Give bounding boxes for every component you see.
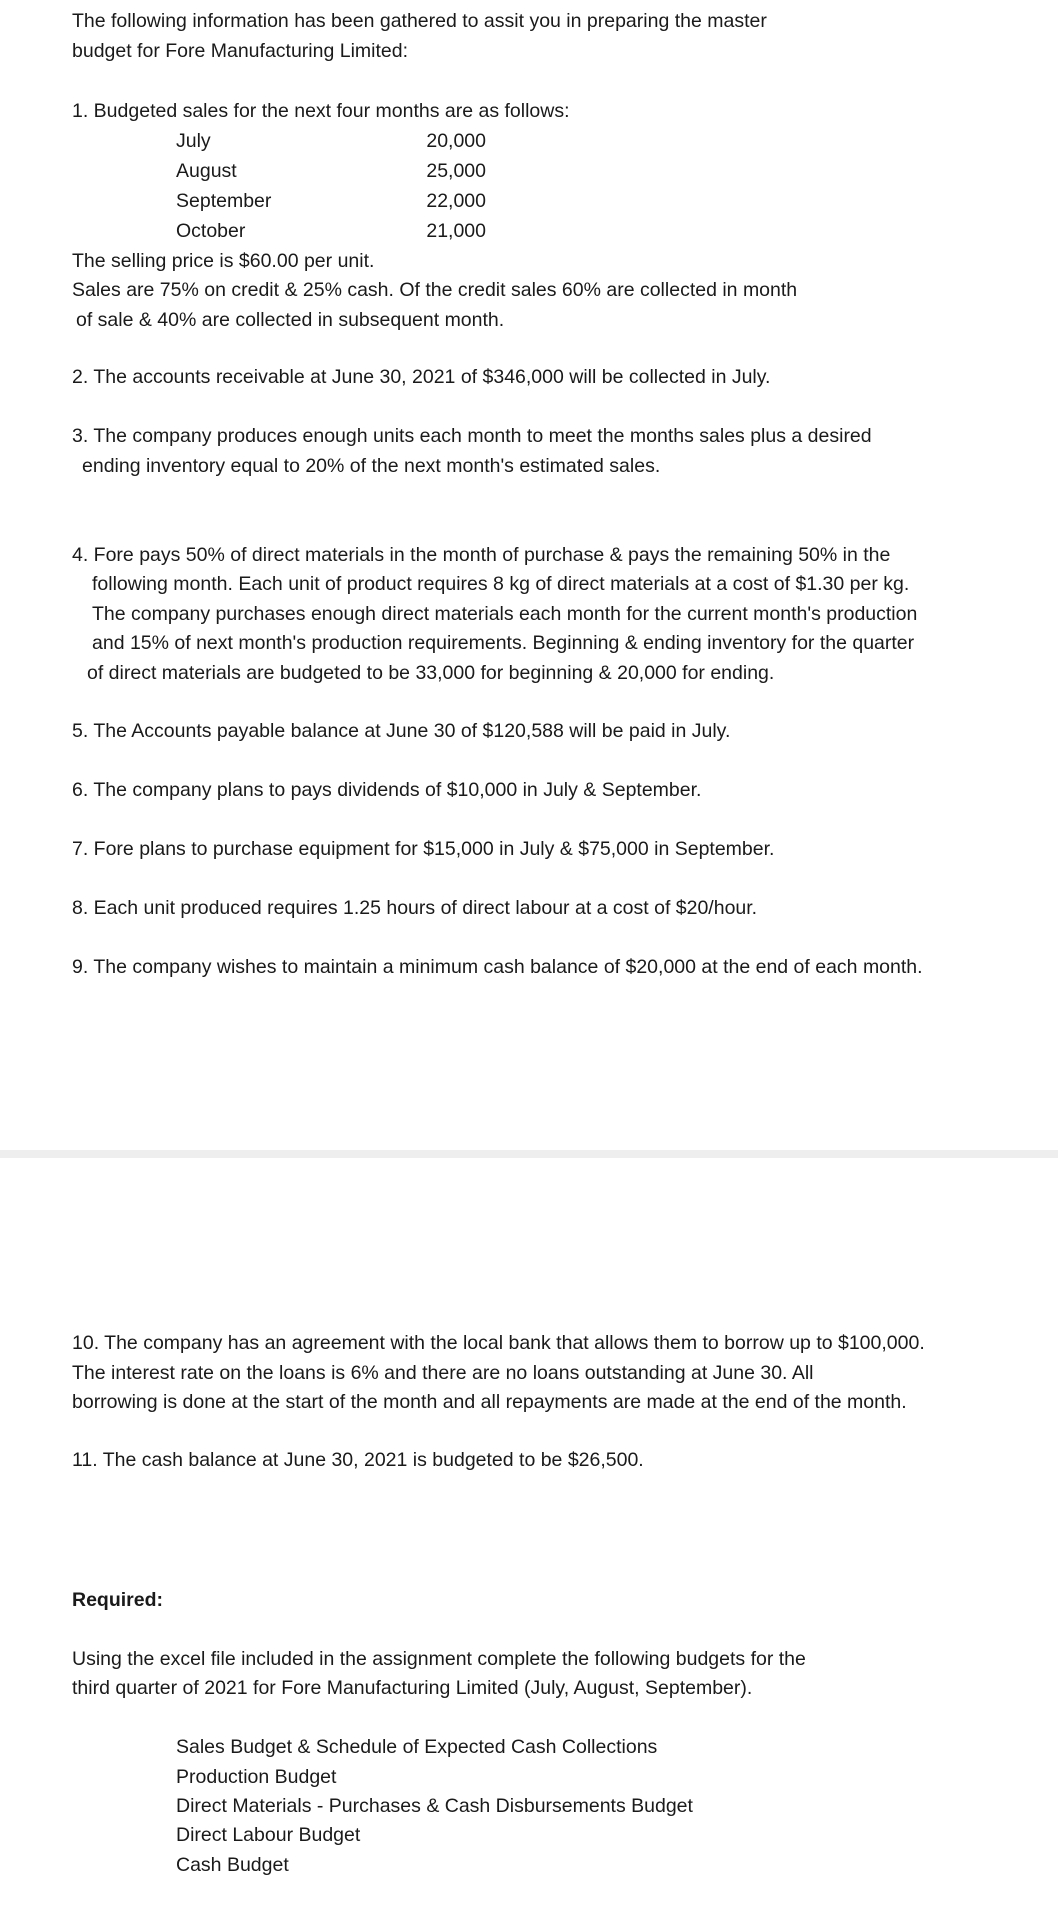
budget-item-direct-labour: Direct Labour Budget bbox=[176, 1824, 361, 1846]
intro-line-1: The following information has been gathered to assit you in preparing the master bbox=[72, 10, 767, 32]
item-5: 5. The Accounts payable balance at June 30 of $120,588 will be paid in July. bbox=[72, 720, 731, 742]
budget-item-sales: Sales Budget & Schedule of Expected Cash Collections bbox=[176, 1736, 658, 1758]
budget-item-cash: Cash Budget bbox=[176, 1854, 289, 1876]
item-4-line-5: of direct materials are budgeted to be 33,000 for beginning & 20,000 for ending. bbox=[87, 662, 775, 684]
sales-terms-line-2: of sale & 40% are collected in subsequent month. bbox=[76, 309, 505, 331]
sales-units: 22,000 bbox=[426, 190, 486, 212]
sales-units: 25,000 bbox=[426, 160, 486, 182]
document-page-2 bbox=[0, 1158, 1058, 1920]
item-9: 9. The company wishes to maintain a minimum cash balance of $20,000 at the end of each month. bbox=[72, 956, 923, 978]
budget-item-production: Production Budget bbox=[176, 1766, 337, 1788]
item-10-line-2: The interest rate on the loans is 6% and there are no loans outstanding at June 30. All bbox=[72, 1362, 814, 1384]
sales-terms-line-1: Sales are 75% on credit & 25% cash. Of the credit sales 60% are collected in month bbox=[72, 279, 798, 301]
sales-row-august bbox=[176, 156, 486, 186]
item-1-heading: 1. Budgeted sales for the next four months are as follows: bbox=[72, 100, 570, 122]
item-4-line-4: and 15% of next month's production requirements. Beginning & ending inventory for the quarter bbox=[92, 632, 915, 654]
item-10-line-1: 10. The company has an agreement with the local bank that allows them to borrow up to $100,000. bbox=[72, 1332, 925, 1354]
item-6: 6. The company plans to pays dividends of $10,000 in July & September. bbox=[72, 779, 702, 801]
page-separator bbox=[0, 1150, 1058, 1158]
item-3-line-1: 3. The company produces enough units each month to meet the months sales plus a desired bbox=[72, 425, 872, 447]
sales-row-october bbox=[176, 216, 486, 246]
item-8: 8. Each unit produced requires 1.25 hours of direct labour at a cost of $20/hour. bbox=[72, 897, 758, 919]
item-10-line-3: borrowing is done at the start of the month and all repayments are made at the end of the month. bbox=[72, 1391, 907, 1413]
budget-item-direct-materials: Direct Materials - Purchases & Cash Disbursements Budget bbox=[176, 1795, 693, 1817]
sales-month: July bbox=[176, 130, 211, 152]
item-7: 7. Fore plans to purchase equipment for $15,000 in July & $75,000 in September. bbox=[72, 838, 775, 860]
item-2: 2. The accounts receivable at June 30, 2021 of $346,000 will be collected in July. bbox=[72, 366, 771, 388]
required-line-2: third quarter of 2021 for Fore Manufacturing Limited (July, August, September). bbox=[72, 1677, 753, 1699]
item-3-line-2: ending inventory equal to 20% of the next month's estimated sales. bbox=[82, 455, 661, 477]
intro-line-2: budget for Fore Manufacturing Limited: bbox=[72, 40, 409, 62]
selling-price-line: The selling price is $60.00 per unit. bbox=[72, 250, 375, 272]
sales-units: 20,000 bbox=[426, 130, 486, 152]
sales-row-september bbox=[176, 186, 486, 216]
sales-row-july bbox=[176, 126, 486, 156]
sales-month: September bbox=[176, 190, 272, 212]
item-11: 11. The cash balance at June 30, 2021 is budgeted to be $26,500. bbox=[72, 1449, 644, 1471]
required-line-1: Using the excel file included in the assignment complete the following budgets for the bbox=[72, 1648, 806, 1670]
required-heading: Required: bbox=[72, 1589, 164, 1611]
sales-units: 21,000 bbox=[426, 220, 486, 242]
item-4-line-2: following month. Each unit of product requires 8 kg of direct materials at a cost of $1.30 per kg. bbox=[92, 573, 910, 595]
sales-month: August bbox=[176, 160, 237, 182]
item-4-line-1: 4. Fore pays 50% of direct materials in the month of purchase & pays the remaining 50% in the bbox=[72, 544, 891, 566]
sales-month: October bbox=[176, 220, 246, 242]
item-4-line-3: The company purchases enough direct materials each month for the current month's production bbox=[92, 603, 918, 625]
